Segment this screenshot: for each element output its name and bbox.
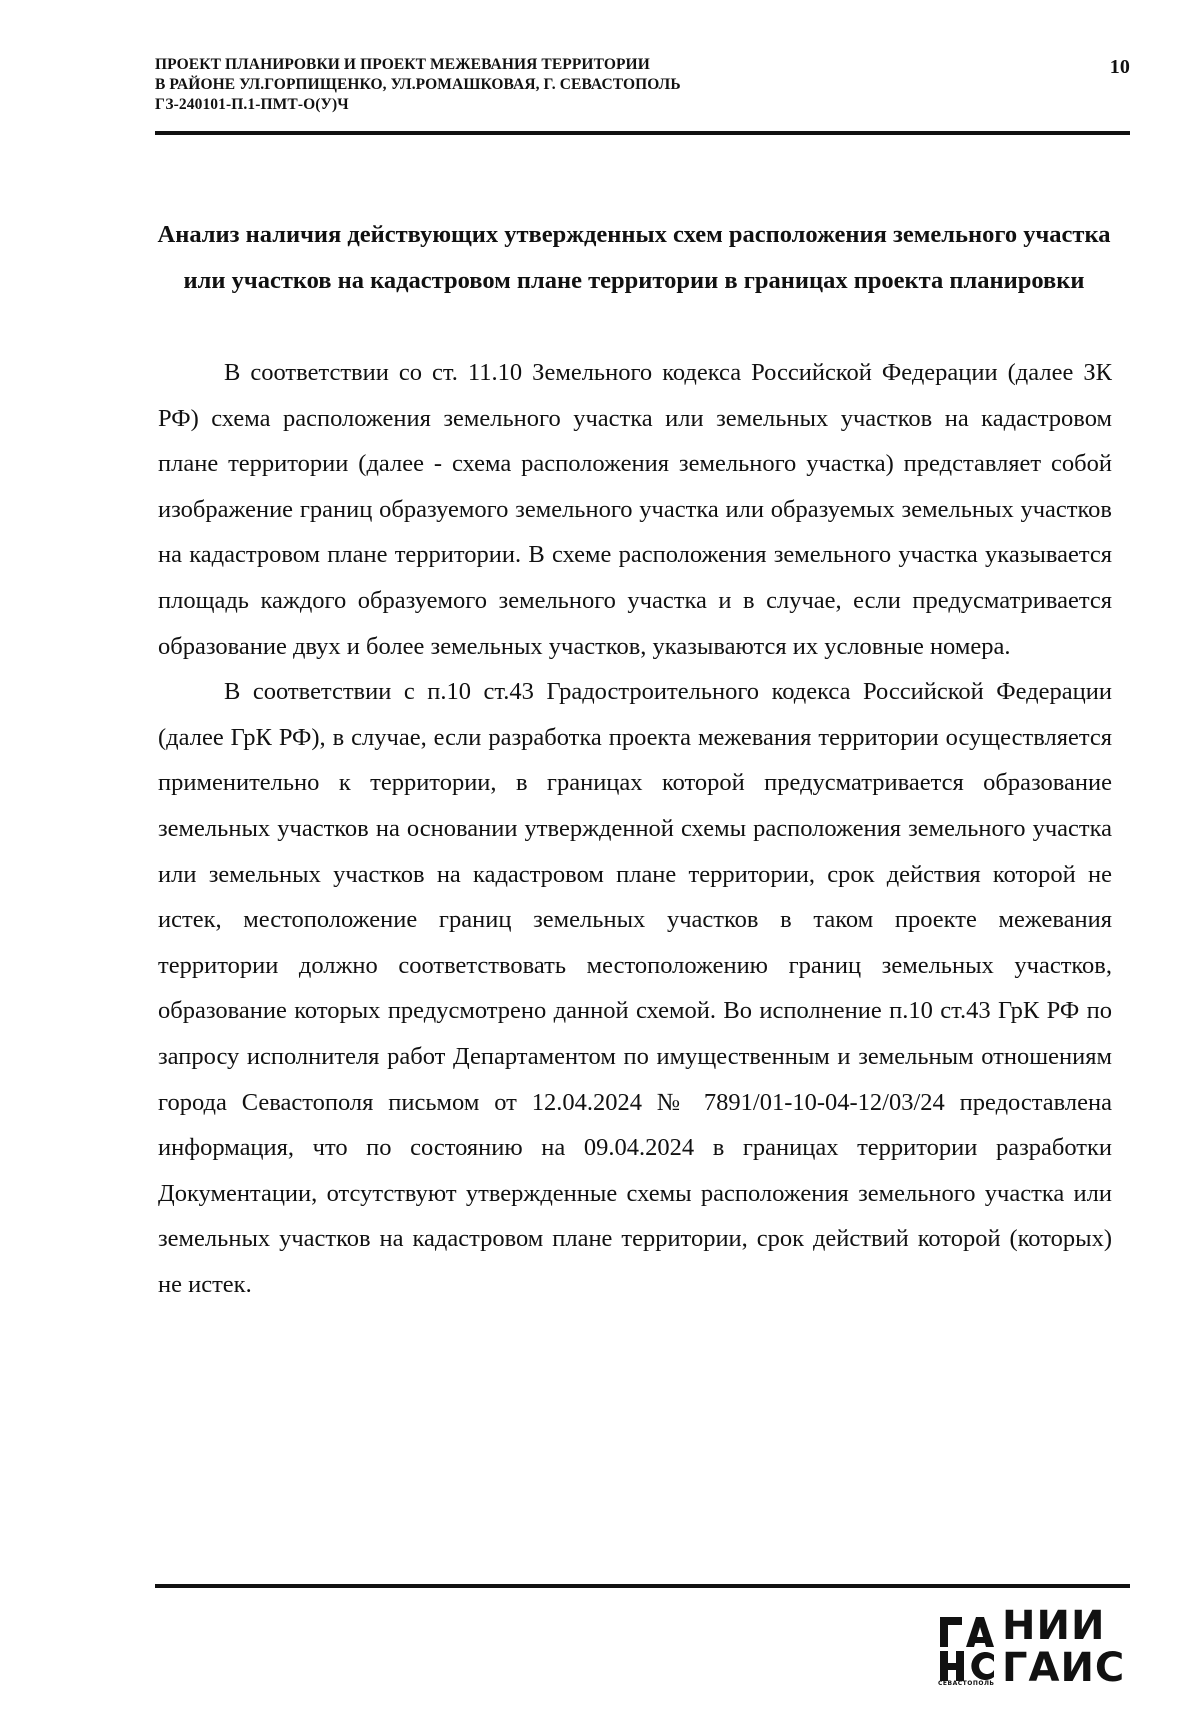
header-project-title: ПРОЕКТ ПЛАНИРОВКИ И ПРОЕКТ МЕЖЕВАНИЯ ТЕРРИТОРИИ [155, 56, 650, 73]
body-text [158, 350, 1112, 1307]
page-number: 10 [1109, 56, 1130, 78]
header-document-code: ГЗ-240101-П.1-ПМТ-О(У)Ч [155, 96, 349, 113]
section-heading: Анализ наличия действующих утвержденных схем расположения земельного участка или участков на кадастровом плане территории в границах проекта планировки [157, 221, 1111, 294]
paragraph: В соответствии с п.10 ст.43 Градостроительного кодекса Российской Федерации (далее ГрК РФ), в случае, если разработка проекта межевания территории осуществляется применительно к территории, в границах которой предусматривается образование земельных участков на основании утвержденной схемы расположения земельного участка или земельных участков на кадастровом плане территории, срок действия которой не истек, местоположение границ земельных участков в таком проекте межевания территории должно соответствовать местоположению границ земельных участков, образование которых предусмотрено данной схемой. Во исполнение п.10 ст.43 ГрК РФ по запросу исполнителя работ Департаментом по имущественным и земельным отношениям города Севастополя письмом от 12.04.2024 № 7891/01-10-04-12/03/24 предоставлена информация, что по состоянию на 09.04.2024 в границах территории разработки Документации, отсутствуют утвержденные схемы расположения земельного участка или земельных участков на кадастровом плане территории, срок действий которой (которых) не истек. [158, 678, 1112, 1298]
document-header [155, 55, 1130, 115]
header-project-location: В РАЙОНЕ УЛ.ГОРПИЩЕНКО, УЛ.РОМАШКОВАЯ, Г. СЕВАСТОПОЛЬ [155, 76, 681, 93]
footer-divider [155, 1584, 1130, 1588]
logo-line-2: ГАИС [1002, 1645, 1126, 1691]
paragraph: В соответствии со ст. 11.10 Земельного кодекса Российской Федерации (далее ЗК РФ) схема расположения земельного участка или земельных участков на кадастровом плане территории (далее - схема расположения земельного участка) представляет собой изображение границ образуемого земельного участка или образуемых земельных участков на кадастровом плане территории. В схеме расположения земельного участка указывается площадь каждого образуемого земельного участка и в случае, если предусматривается образование двух и более земельных участков, указываются их условные номера. [158, 359, 1112, 660]
header-divider [155, 131, 1130, 135]
logo-wordmark [1002, 1605, 1125, 1689]
gais-emblem-icon [938, 1613, 996, 1683]
logo-line-1: НИИ [1002, 1603, 1106, 1649]
nii-gais-logo [938, 1603, 1128, 1691]
logo-caption: СЕВАСТОПОЛЬ [938, 1680, 995, 1687]
